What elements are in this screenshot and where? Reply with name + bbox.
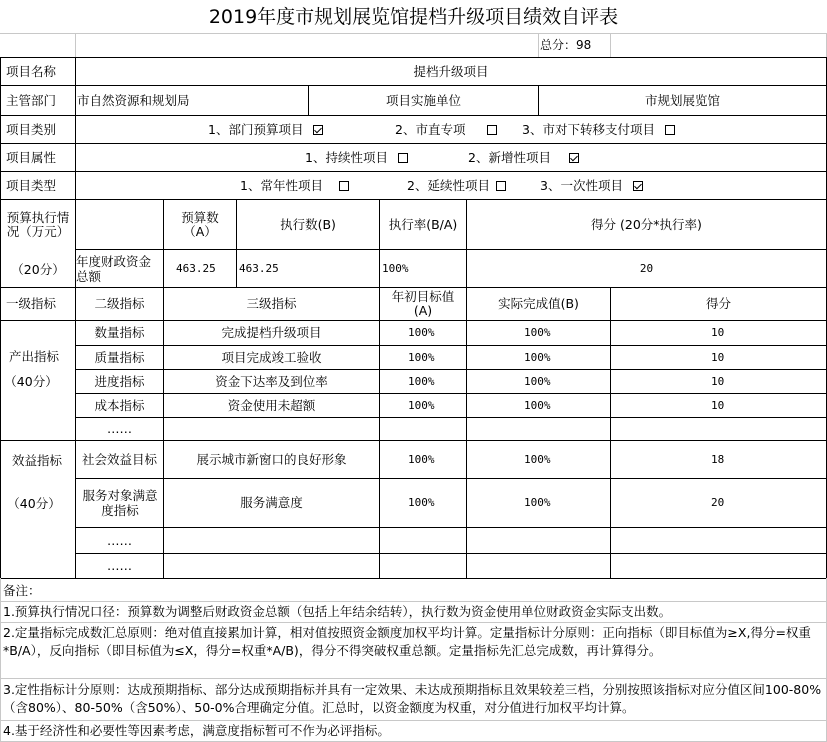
table-row-l3: 完成提档升级项目 <box>221 325 322 340</box>
table-row-target: 100% <box>408 350 435 364</box>
table-row-l2: 服务对象满意度指标 <box>82 488 158 518</box>
table-row-score: 20 <box>711 496 725 509</box>
table-row-actual: 100% <box>524 398 551 412</box>
table-row-l3: 资金使用未超额 <box>227 397 316 413</box>
attribute-option-1-text: 1、持续性项目 <box>305 149 388 165</box>
type-option-3[interactable] <box>540 172 651 199</box>
level1-header: 一级指标 <box>6 296 57 311</box>
budget-row-label: 年度财政资金总额 <box>76 253 152 284</box>
type-option-3-text: 3、一次性项目 <box>540 177 623 193</box>
dept-label: 主管部门 <box>6 92 57 108</box>
attribute-option-1[interactable] <box>305 144 416 171</box>
budget-score-label: （20分） <box>11 262 65 277</box>
note-3: 3.定性指标计分原则：达成预期指标、部分达成预期指标并具有一定效果、未达成预期指标且效果较差三档，分别按照该指标对应分值区间100-80%（含80%）、80-50%（含50%）、50-0%合理确定分值。汇总时，以资金额度为权重，对分值进行加权平均计算。 <box>3 682 822 715</box>
checkbox-empty-icon[interactable] <box>398 153 408 163</box>
budget-score-value: 20 <box>639 261 654 275</box>
impl-unit-label: 项目实施单位 <box>385 92 461 108</box>
category-option-1[interactable] <box>208 116 331 143</box>
actual-header: 实际完成值(B) <box>498 296 579 311</box>
note-2: 2.定量指标完成数汇总原则：绝对值直接累加计算，相对值按照资金额度加权平均计算。定量指标计分原则：正向指标（即目标值为≥X,得分=权重*B/A），反向指标（即目标值为≤X，得分=权重*A/B)，得分不得突破权重总额。定量指标先汇总完成数，再计算得分。 <box>3 625 811 658</box>
total-score: 总分：98 <box>540 38 592 52</box>
attribute-option-2[interactable] <box>468 144 587 171</box>
benefit-ellipsis: …… <box>107 532 132 548</box>
budget-value: 463.25 <box>176 261 216 275</box>
table-row-score: 10 <box>711 350 725 364</box>
type-option-1-text: 1、常年性项目 <box>240 177 323 193</box>
budget-col-rate: 执行率(B/A) <box>388 216 458 232</box>
table-row-target: 100% <box>408 398 435 412</box>
table-row-target: 100% <box>408 496 435 509</box>
note-4: 4.基于经济性和必要性等因素考虑，满意度指标暂可不作为必评指标。 <box>3 723 390 738</box>
table-row-actual: 100% <box>524 326 551 339</box>
budget-col-budget: 预算数（A） <box>181 210 219 239</box>
type-option-2-text: 2、延续性项目 <box>407 177 490 193</box>
table-row-actual: 100% <box>524 452 551 466</box>
category-option-1-text: 1、部门预算项目 <box>208 121 304 137</box>
checkbox-empty-icon[interactable] <box>496 181 506 191</box>
table-row-l3: 展示城市新窗口的良好形象 <box>196 451 347 467</box>
note-1: 1.预算执行情况口径：预算数为调整后财政资金总额（包括上年结余结转），执行数为资金使用单位财政资金实际支出数。 <box>3 604 672 619</box>
table-row-l2: 数量指标 <box>94 325 145 340</box>
target-header: 年初目标值(A) <box>391 289 455 318</box>
table-row-score: 10 <box>711 398 725 412</box>
benefit-ellipsis: …… <box>107 558 132 573</box>
category-option-2-text: 2、市直专项 <box>395 121 466 137</box>
level2-header: 二级指标 <box>94 296 145 311</box>
table-row-l3: 资金下达率及到位率 <box>215 373 328 389</box>
table-row-target: 100% <box>408 452 435 466</box>
project-name-value: 提档升级项目 <box>413 63 489 79</box>
attribute-option-2-text: 2、新增性项目 <box>468 149 551 165</box>
checkbox-empty-icon[interactable] <box>665 125 675 135</box>
table-row-score: 10 <box>711 326 725 339</box>
rate-value: 100% <box>382 261 409 275</box>
type-option-2[interactable] <box>407 172 514 199</box>
type-option-1[interactable] <box>240 172 357 199</box>
page-title: 2019年度市规划展览馆提档升级项目绩效自评表 <box>208 5 619 28</box>
checkbox-checked-icon[interactable] <box>569 153 579 163</box>
table-row-actual: 100% <box>524 350 551 364</box>
category-option-3-text: 3、市对下转移支付项目 <box>522 121 655 137</box>
impl-unit-value: 市规划展览馆 <box>644 92 720 108</box>
checkbox-empty-icon[interactable] <box>487 125 497 135</box>
table-row-score: 18 <box>711 452 725 466</box>
table-row-score: 10 <box>711 374 725 388</box>
attribute-label: 项目属性 <box>6 149 57 165</box>
score-header: 得分 <box>705 296 731 311</box>
table-row-l2: 成本指标 <box>94 397 145 413</box>
table-row-actual: 100% <box>524 374 551 388</box>
table-row-l3: 项目完成竣工验收 <box>221 349 322 365</box>
checkbox-checked-icon[interactable] <box>633 181 643 191</box>
benefit-indicator-points: （40分） <box>7 496 61 511</box>
project-name-label: 项目名称 <box>6 63 57 79</box>
checkbox-checked-icon[interactable] <box>313 125 323 135</box>
output-indicator-points: （40分） <box>4 374 58 389</box>
budget-label: 预算执行情况（万元） <box>6 210 70 239</box>
table-row-actual: 100% <box>524 496 551 509</box>
level3-header: 三级指标 <box>246 296 297 311</box>
notes-header: 备注： <box>3 583 41 598</box>
type-label: 项目类型 <box>6 177 57 193</box>
category-label: 项目类别 <box>6 121 57 137</box>
table-row-l2: 质量指标 <box>94 349 145 365</box>
category-option-3[interactable] <box>522 116 683 143</box>
exec-value: 463.25 <box>239 261 279 275</box>
table-row-l2: 进度指标 <box>94 373 145 389</box>
benefit-indicator-label: 效益指标 <box>11 453 62 468</box>
output-ellipsis: …… <box>107 421 132 436</box>
checkbox-empty-icon[interactable] <box>339 181 349 191</box>
category-option-2[interactable] <box>395 116 505 143</box>
table-row-l2: 社会效益目标 <box>81 451 157 467</box>
budget-col-score: 得分 (20分*执行率) <box>591 216 702 232</box>
table-row-target: 100% <box>408 374 435 388</box>
dept-value: 市自然资源和规划局 <box>77 92 190 108</box>
table-row-target: 100% <box>408 326 435 339</box>
output-indicator-label: 产出指标 <box>8 349 59 364</box>
budget-col-exec: 执行数(B) <box>280 216 336 232</box>
table-row-l3: 服务满意度 <box>240 495 303 510</box>
